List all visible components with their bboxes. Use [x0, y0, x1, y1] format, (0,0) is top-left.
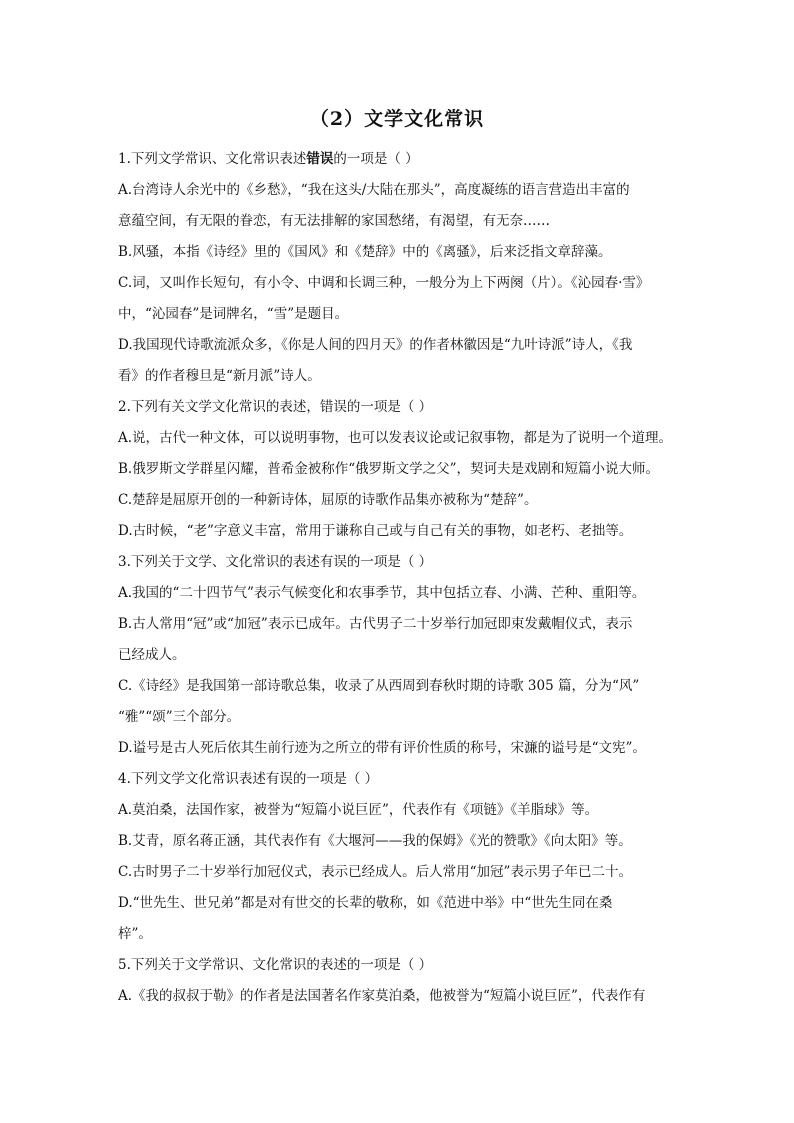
question-5-option-a-line-1: A.《我的叔叔于勒》的作者是法国著名作家莫泊桑，他被誉为“短篇小说巨匠”，代表作有 [118, 988, 646, 1004]
question-3-option-b-line-1: B.古人常用“冠”或“加冠”表示已成年。古代男子二十岁举行加冠即束发戴帽仪式，表示 [118, 616, 633, 632]
question-1-option-a-line-1: A.台湾诗人余光中的《乡愁》，“我在这头/大陆在那头”，高度凝练的语言营造出丰富的 [118, 182, 630, 198]
question-1-stem [118, 144, 678, 175]
document-body [118, 144, 678, 1012]
question-2-option-c: C.楚辞是屈原开创的一种新诗体，屈原的诗歌作品集亦被称为“楚辞”。 [118, 492, 538, 508]
question-1-stem-text: 1.下列文学常识、文化常识表述 [118, 151, 307, 167]
question-5-stem: 5.下列关于文学常识、文化常识的表述的一项是（ ） [118, 957, 433, 973]
question-1-stem-emphasis: 错误 [306, 151, 334, 167]
question-3-option-b-line-2: 已经成人。 [118, 647, 186, 663]
question-1-option-c-line-2: 中，“沁园春”是词牌名，“雪”是题目。 [118, 306, 349, 322]
question-3-option-d: D.谥号是古人死后依其生前行迹为之所立的带有评价性质的称号，宋濂的谥号是“文宪”。 [118, 740, 646, 756]
page-title: （2）文学文化常识 [309, 108, 485, 130]
question-1-option-c-line-1: C.词，又叫作长短句，有小令、中调和长调三种，一般分为上下两阕（片）。《沁园春·雪》 [118, 275, 650, 291]
question-4-option-c: C.古时男子二十岁举行加冠仪式，表示已经成人。后人常用“加冠”表示男子年已二十。 [118, 864, 632, 880]
question-4-option-d-line-2: 梓”。 [118, 926, 152, 942]
question-2-option-b: B.俄罗斯文学群星闪耀，普希金被称作“俄罗斯文学之父”，契诃夫是戏剧和短篇小说大师。 [118, 461, 660, 477]
question-3-stem: 3.下列关于文学、文化常识的表述有误的一项是（ ） [118, 554, 433, 570]
question-2-stem: 2.下列有关文学文化常识的表述，错误的一项是（ ） [118, 399, 433, 415]
question-2-option-d: D.古时候，“老”字意义丰富，常用于谦称自己或与自己有关的事物，如老朽、老拙等。 [118, 523, 633, 539]
question-4-option-d-line-1: D.“世先生、世兄弟”都是对有世交的长辈的敬称，如《范进中举》中“世先生同在桑 [118, 895, 613, 911]
question-3-option-a: A.我国的“二十四节气”表示气候变化和农事季节，其中包括立春、小满、芒种、重阳等。 [118, 585, 646, 601]
question-3-option-c-line-2: “雅”“颂”三个部分。 [118, 709, 241, 725]
question-4-option-b: B.艾青，原名蒋正涵，其代表作有《大堰河——我的保姆》《光的赞歌》《向太阳》等。 [118, 833, 632, 849]
question-4-stem: 4.下列文学文化常识表述有误的一项是（ ） [118, 771, 379, 787]
question-2-option-a: A.说，古代一种文体，可以说明事物，也可以发表议论或记叙事物，都是为了说明一个道理。 [118, 430, 673, 446]
question-1-option-d-line-1: D.我国现代诗歌流派众多，《你是人间的四月天》的作者林徽因是“九叶诗派”诗人，《我 [118, 337, 633, 353]
question-4-option-a: A.莫泊桑，法国作家，被誉为“短篇小说巨匠”，代表作有《项链》《羊脂球》等。 [118, 802, 599, 818]
question-1-option-d-line-2: 看》的作者穆旦是“新月派”诗人。 [118, 368, 321, 384]
question-3-option-c-line-1: C.《诗经》是我国第一部诗歌总集，收录了从西周到春秋时期的诗歌 305 篇，分为“风” [118, 678, 640, 694]
question-1-option-a-line-2: 意蕴空间，有无限的眷恋，有无法排解的家国愁绪，有渴望，有无奈…… [118, 213, 550, 229]
question-1-stem-tail: 的一项是（ ） [333, 151, 419, 167]
question-1-option-b: B.风骚，本指《诗经》里的《国风》和《楚辞》中的《离骚》，后来泛指文章辞藻。 [118, 244, 612, 260]
